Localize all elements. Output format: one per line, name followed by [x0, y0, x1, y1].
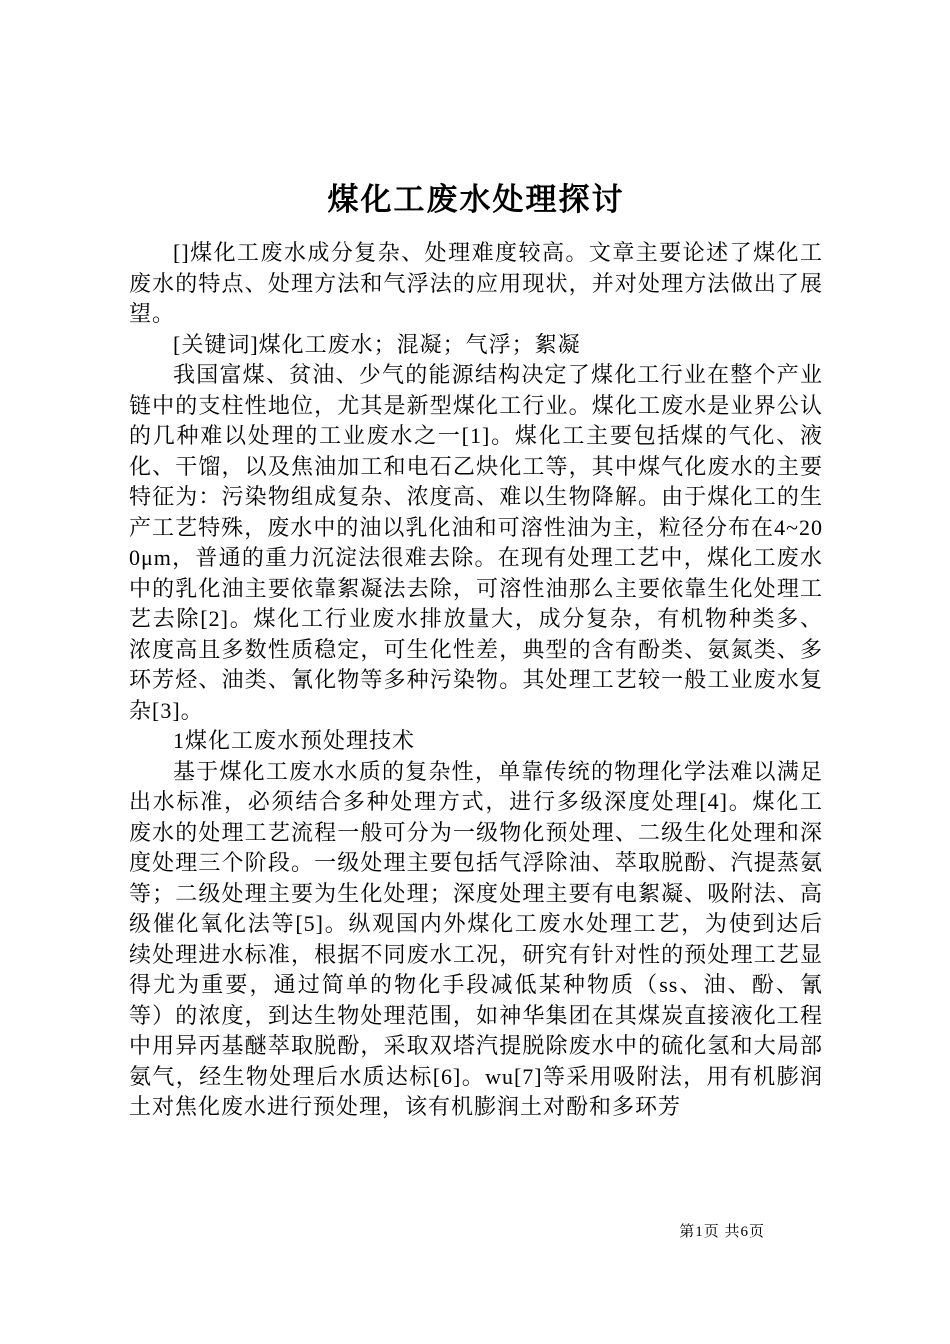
document-content	[129, 180, 823, 1123]
paragraph-pretreatment-body: 基于煤化工废水水质的复杂性，单靠传统的物理化学法难以满足出水标准，必须结合多种处理方式，进行多级深度处理[4]。煤化工废水的处理工艺流程一般可分为一级物化预处理、二级生化处理和深度处理三个阶段。一级处理主要包括气浮除油、萃取脱酚、汽提蒸氨等；二级处理主要为生化处理；深度处理主要有电絮凝、吸附法、高级催化氧化法等[5]。纵观国内外煤化工废水处理工艺，为使到达后续处理进水标准，根据不同废水工况，研究有针对性的预处理工艺显得尤为重要，通过简单的物化手段减低某种物质（ss、油、酚、氰等）的浓度，到达生物处理范围，如神华集团在其煤炭直接液化工程中用异丙基醚萃取脱酚，采取双塔汽提脱除废水中的硫化氢和大局部氨气，经生物处理后水质达标[6]。wu[7]等采用吸附法，用有机膨润土对焦化废水进行预处理，该有机膨润土对酚和多环芳	[129, 758, 823, 1119]
paragraph-abstract: []煤化工废水成分复杂、处理难度较高。文章主要论述了煤化工废水的特点、处理方法和气浮法的应用现状，并对处理方法做出了展望。	[129, 240, 823, 326]
page-number-label: 第1页 共6页	[679, 1224, 765, 1240]
paragraph-introduction: 我国富煤、贫油、少气的能源结构决定了煤化工行业在整个产业链中的支柱性地位，尤其是新型煤化工行业。煤化工废水是业界公认的几种难以处理的工业废水之一[1]。煤化工主要包括煤的气化、液化、干馏，以及焦油加工和电石乙炔化工等，其中煤气化废水的主要特征为：污染物组成复杂、浓度高、难以生物降解。由于煤化工的生产工艺特殊，废水中的油以乳化油和可溶性油为主，粒径分布在4~200μm，普通的重力沉淀法很难去除。在现有处理工艺中，煤化工废水中的乳化油主要依靠絮凝法去除，可溶性油那么主要依靠生化处理工艺去除[2]。煤化工行业废水排放量大，成分复杂，有机物种类多、浓度高且多数性质稳定，可生化性差，典型的含有酚类、氨氮类、多环芳烃、油类、氰化物等多种污染物。其处理工艺较一般工业废水复杂[3]。	[129, 362, 823, 723]
section-heading-pretreatment: 1煤化工废水预处理技术	[173, 728, 416, 753]
document-title: 煤化工废水处理探讨	[327, 182, 625, 217]
page-footer	[0, 1220, 950, 1241]
paragraph-keywords: [关键词]煤化工废水；混凝；气浮；絮凝	[173, 331, 581, 357]
